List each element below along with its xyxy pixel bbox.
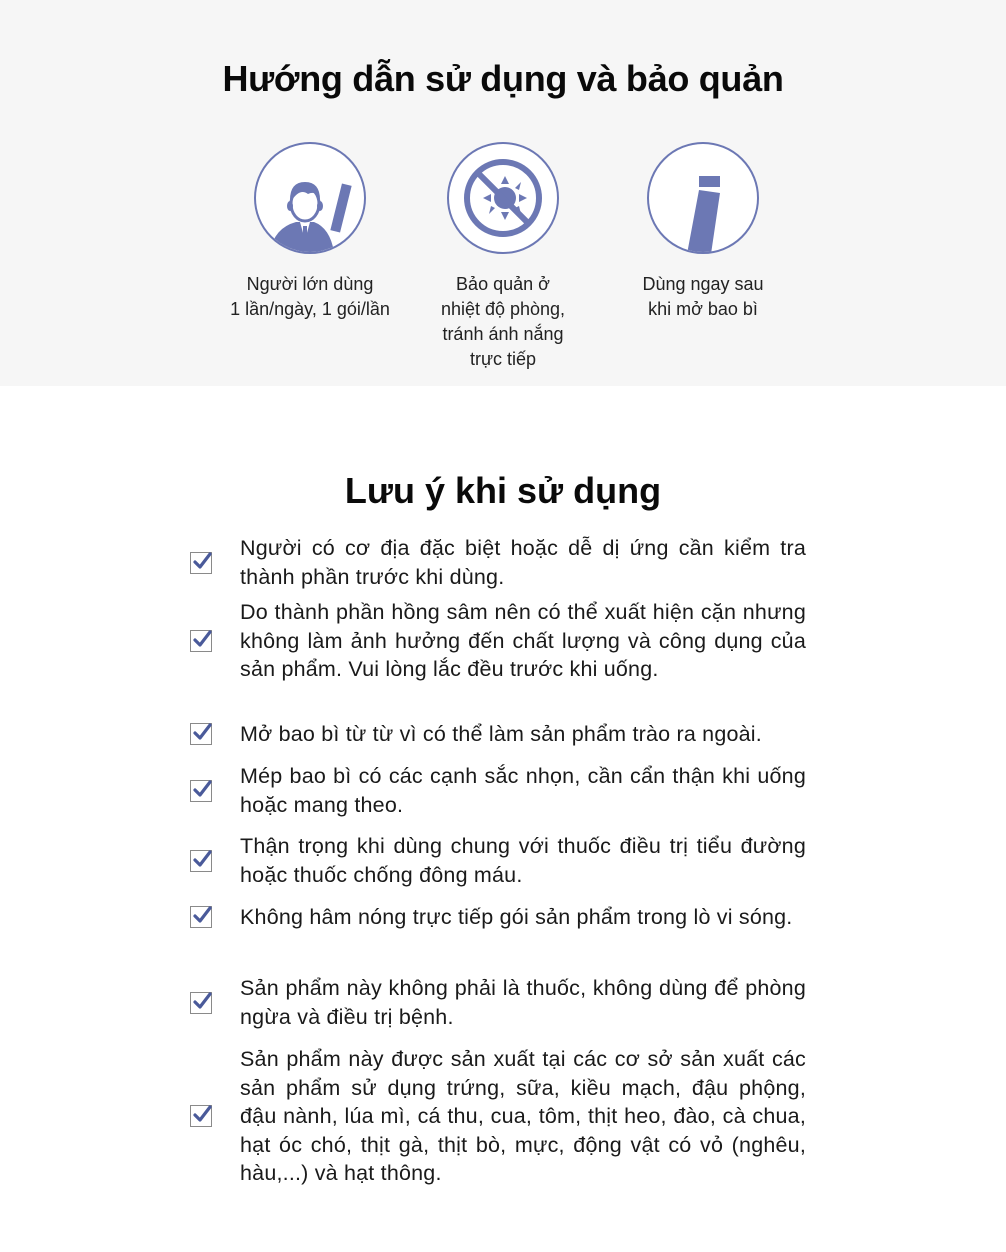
checkbox-checked — [190, 780, 212, 802]
open-stick-pack-icon — [647, 142, 759, 254]
note-item — [190, 903, 810, 932]
usage-item-storage — [408, 142, 598, 372]
no-sunlight-icon — [447, 142, 559, 254]
checkmark-icon — [192, 722, 212, 742]
note-text: Sản phẩm này không phải là thuốc, không dùng để phòng ngừa và điều trị bệnh. — [240, 976, 806, 1029]
note-text: Thận trọng khi dùng chung với thuốc điều trị tiểu đường hoặc thuốc chống đông máu. — [240, 834, 806, 887]
note-item — [190, 832, 810, 889]
note-text: Sản phẩm này được sản xuất tại các cơ sở sản xuất các sản phẩm sử dụng trứng, sữa, kiều mạch, đậu phộng, đậu nành, lúa mì, cá thu, cua, tôm, thịt heo, đào, cà chua, hạt óc chó, thịt gà, thịt bò, mực, động vật có vỏ (nghêu, hàu,...) và hạt thông. — [240, 1047, 806, 1185]
note-item — [190, 534, 810, 591]
note-text: Mở bao bì từ từ vì có thể làm sản phẩm trào ra ngoài. — [240, 722, 762, 746]
note-text: Người có cơ địa đặc biệt hoặc dễ dị ứng cần kiểm tra thành phần trước khi dùng. — [240, 536, 806, 589]
adult-person-stick-icon — [254, 142, 366, 254]
note-item — [190, 762, 810, 819]
checkbox-checked — [190, 630, 212, 652]
usage-item-dosage — [215, 142, 405, 322]
note-text: Do thành phần hồng sâm nên có thể xuất hiện cặn nhưng không làm ảnh hưởng đến chất lượng và công dụng của sản phẩm. Vui lòng lắc đều trước khi uống. — [240, 600, 806, 681]
note-item — [190, 974, 810, 1031]
usage-label-dosage: Người lớn dùng 1 lần/ngày, 1 gói/lần — [230, 274, 390, 319]
checkmark-icon — [192, 629, 212, 649]
checkbox-checked — [190, 906, 212, 928]
usage-section-title: Hướng dẫn sử dụng và bảo quản — [222, 58, 784, 99]
checkmark-icon — [192, 991, 212, 1011]
checkmark-icon — [192, 905, 212, 925]
checkmark-icon — [192, 551, 212, 571]
checkmark-icon — [192, 779, 212, 799]
usage-item-after-opening — [608, 142, 798, 322]
usage-label-storage: Bảo quản ở nhiệt độ phòng, tránh ánh nắng trực tiếp — [440, 274, 566, 369]
checkmark-icon — [192, 1104, 212, 1124]
checkbox-checked — [190, 1105, 212, 1127]
note-item — [190, 598, 810, 684]
note-item — [190, 1045, 810, 1188]
usage-label-after-opening: Dùng ngay sau khi mở bao bì — [642, 274, 764, 319]
note-text: Không hâm nóng trực tiếp gói sản phẩm trong lò vi sóng. — [240, 905, 793, 929]
checkbox-checked — [190, 723, 212, 745]
checkbox-checked — [190, 552, 212, 574]
note-item — [190, 720, 810, 749]
checkbox-checked — [190, 850, 212, 872]
note-text: Mép bao bì có các cạnh sắc nhọn, cần cẩn thận khi uống hoặc mang theo. — [240, 764, 806, 817]
usage-storage-section — [0, 0, 1006, 386]
checkbox-checked — [190, 992, 212, 1014]
notes-section-title: Lưu ý khi sử dụng — [344, 470, 662, 511]
checkmark-icon — [192, 849, 212, 869]
